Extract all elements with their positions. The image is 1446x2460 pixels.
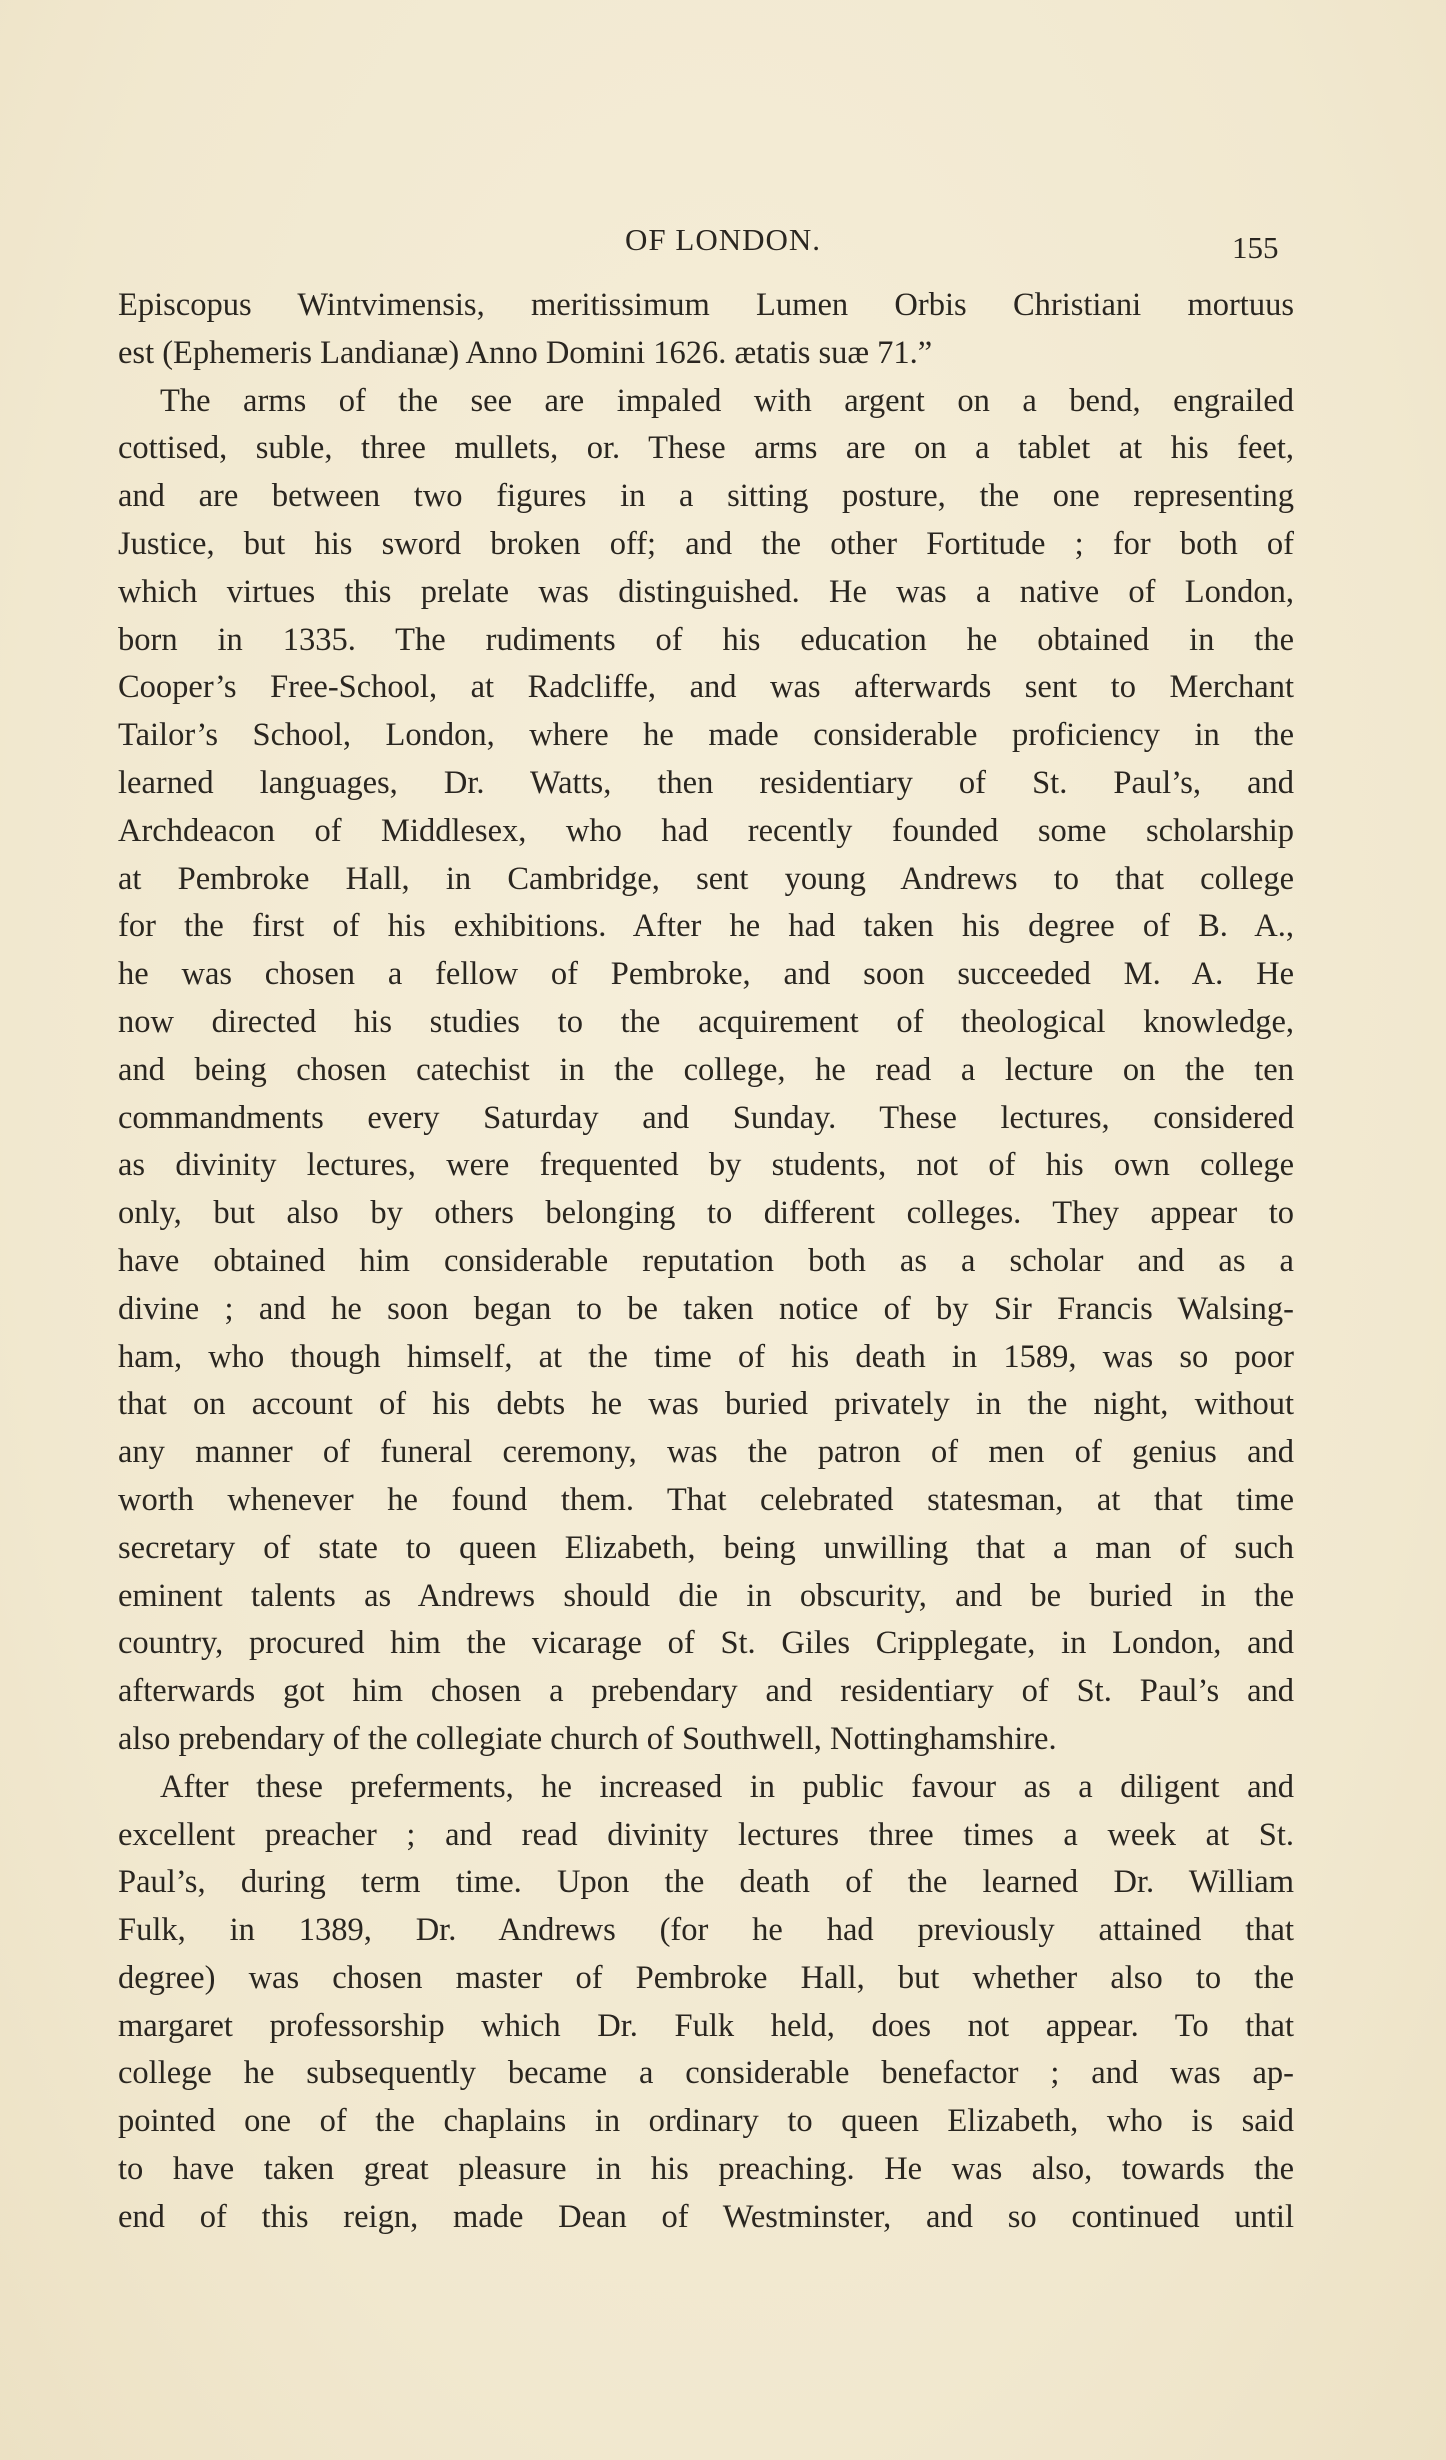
text-line: secretary of state to queen Elizabeth, being unwilling that a man of such xyxy=(118,1529,1294,1566)
text-line: divine ; and he soon began to be taken notice of by Sir Francis Walsing- xyxy=(118,1290,1294,1327)
text-line: he was chosen a fellow of Pembroke, and soon succeeded M. A. He xyxy=(118,956,1294,993)
text-line: any manner of funeral ceremony, was the patron of men of genius and xyxy=(118,1434,1294,1471)
text-line: which virtues this prelate was distinguished. He was a native of London, xyxy=(118,573,1294,610)
text-line: commandments every Saturday and Sunday. These lectures, considered xyxy=(118,1099,1294,1136)
text-line: cottised, suble, three mullets, or. These arms are on a tablet at his feet, xyxy=(118,430,1294,467)
text-line: to have taken great pleasure in his preaching. He was also, towards the xyxy=(118,2151,1294,2188)
text-line: Paul’s, during term time. Upon the death of the learned Dr. William xyxy=(118,1864,1294,1901)
text-line: learned languages, Dr. Watts, then residentiary of St. Paul’s, and xyxy=(118,764,1294,801)
text-line: Justice, but his sword broken off; and the other Fortitude ; for both of xyxy=(118,525,1294,562)
text-line: eminent talents as Andrews should die in obscurity, and be buried in the xyxy=(118,1577,1294,1614)
text-line: born in 1335. The rudiments of his education he obtained in the xyxy=(118,621,1294,658)
text-line: excellent preacher ; and read divinity lectures three times a week at St. xyxy=(118,1816,1294,1853)
page-number: 155 xyxy=(1232,230,1279,265)
text-line: have obtained him considerable reputation both as a scholar and as a xyxy=(118,1242,1294,1279)
text-line: worth whenever he found them. That celebrated statesman, at that time xyxy=(118,1481,1294,1518)
text-line: college he subsequently became a considerable benefactor ; and was ap- xyxy=(118,2055,1294,2092)
body-text xyxy=(118,282,1294,2242)
text-line: and are between two figures in a sitting posture, the one representing xyxy=(118,478,1294,515)
text-line: end of this reign, made Dean of Westminster, and so continued until xyxy=(118,2198,1294,2235)
text-line: ham, who though himself, at the time of his death in 1589, was so poor xyxy=(118,1338,1294,1375)
text-line: margaret professorship which Dr. Fulk held, does not appear. To that xyxy=(118,2007,1294,2044)
text-line: now directed his studies to the acquirement of theological knowledge, xyxy=(118,1003,1294,1040)
text-line: Episcopus Wintvimensis, meritissimum Lumen Orbis Christiani mortuus xyxy=(118,287,1294,323)
text-line: for the first of his exhibitions. After he had taken his degree of B. A., xyxy=(118,908,1294,945)
text-line: degree) was chosen master of Pembroke Hall, but whether also to the xyxy=(118,1959,1294,1996)
text-line: also prebendary of the collegiate church of Southwell, Nottinghamshire. xyxy=(118,1720,1057,1757)
text-line: and being chosen catechist in the college, he read a lecture on the ten xyxy=(118,1051,1294,1088)
text-line: Archdeacon of Middlesex, who had recently founded some scholarship xyxy=(118,812,1294,849)
text-line: Cooper’s Free-School, at Radcliffe, and was afterwards sent to Merchant xyxy=(118,669,1294,706)
text-line: country, procured him the vicarage of St. Giles Cripplegate, in London, and xyxy=(118,1625,1294,1662)
running-head xyxy=(0,222,1446,265)
text-line: pointed one of the chaplains in ordinary to queen Elizabeth, who is said xyxy=(118,2103,1294,2140)
text-line: est (Ephemeris Landianæ) Anno Domini 1626. ætatis suæ 71.” xyxy=(118,334,933,371)
text-line: The arms of the see are impaled with argent on a bend, engrailed xyxy=(160,382,1294,419)
text-line: as divinity lectures, were frequented by students, not of his own college xyxy=(118,1147,1294,1184)
text-line: After these preferments, he increased in public favour as a diligent and xyxy=(160,1768,1294,1805)
text-line: afterwards got him chosen a prebendary and residentiary of St. Paul’s and xyxy=(118,1673,1294,1710)
text-line: Tailor’s School, London, where he made considerable proficiency in the xyxy=(118,717,1294,754)
text-line: Fulk, in 1389, Dr. Andrews (for he had previously attained that xyxy=(118,1912,1294,1949)
text-line: that on account of his debts he was buried privately in the night, without xyxy=(118,1386,1294,1423)
page-title: OF LONDON. xyxy=(625,222,821,257)
text-line: at Pembroke Hall, in Cambridge, sent young Andrews to that college xyxy=(118,860,1294,897)
text-line: only, but also by others belonging to different colleges. They appear to xyxy=(118,1195,1294,1232)
